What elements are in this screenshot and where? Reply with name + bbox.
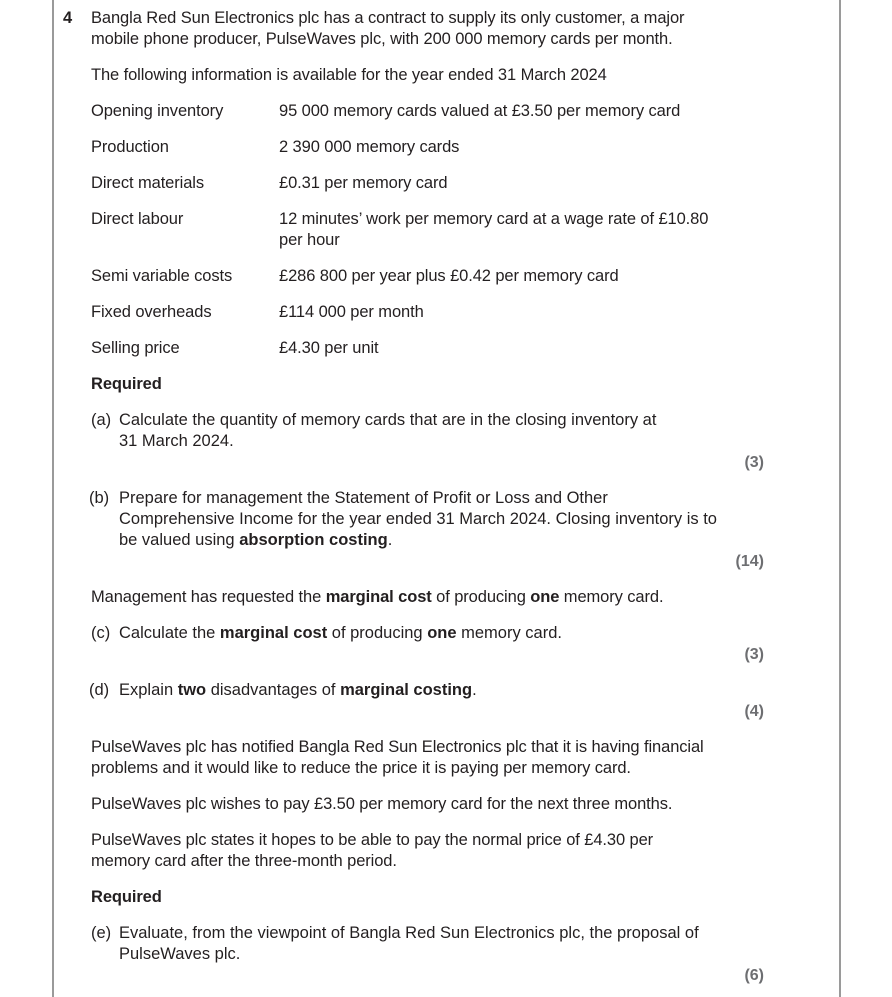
info-intro: The following information is available for the year ended 31 March 2024	[91, 66, 607, 84]
part-b-line-1: Prepare for management the Statement of Profit or Loss and Other	[119, 489, 608, 507]
part-b-line-3-end: .	[387, 531, 393, 549]
marginal-costing-term: marginal costing	[340, 681, 473, 699]
required-heading: Required	[91, 888, 162, 906]
part-c-marks: (3)	[744, 646, 764, 663]
pulsewaves-para-3-line-2: memory card after the three-month period.	[91, 852, 397, 870]
part-d-post: .	[472, 681, 477, 699]
pulsewaves-para-1-line-2: problems and it would like to reduce the price it is paying per memory card.	[91, 759, 631, 777]
part-e-label: (e)	[91, 924, 112, 942]
pulsewaves-para-2: PulseWaves plc wishes to pay £3.50 per memory card for the next three months.	[91, 795, 673, 813]
part-d-marks: (4)	[744, 703, 764, 720]
info-value: 12 minutes’ work per memory card at a wage rate of £10.80	[279, 210, 709, 228]
info-label: Direct labour	[91, 210, 184, 228]
part-a-line-1: Calculate the quantity of memory cards that are in the closing inventory at	[119, 411, 657, 429]
management-note-mid: of producing	[431, 588, 531, 606]
info-label: Semi variable costs	[91, 267, 233, 285]
part-d-text	[119, 680, 477, 701]
part-c-mid: of producing	[327, 624, 428, 642]
pulsewaves-para-3-line-1: PulseWaves plc states it hopes to be able to pay the normal price of £4.30 per	[91, 831, 654, 849]
two-term: two	[177, 681, 207, 699]
part-e-line-1: Evaluate, from the viewpoint of Bangla Red Sun Electronics plc, the proposal of	[119, 924, 699, 942]
one-term: one	[427, 624, 457, 642]
info-label: Production	[91, 138, 169, 156]
part-c-post: memory card.	[456, 624, 562, 642]
intro-line-2: mobile phone producer, PulseWaves plc, with 200 000 memory cards per month.	[91, 30, 673, 48]
part-a-line-2: 31 March 2024.	[119, 432, 234, 450]
info-label: Selling price	[91, 339, 180, 357]
part-b-label: (b)	[89, 489, 110, 507]
part-b-line-3-text: be valued using	[119, 531, 240, 549]
management-note	[91, 587, 663, 608]
management-note-post: memory card.	[559, 588, 664, 606]
info-label: Fixed overheads	[91, 303, 212, 321]
question-number: 4	[63, 9, 73, 27]
info-value: £4.30 per unit	[279, 339, 379, 357]
part-e-line-2: PulseWaves plc.	[119, 945, 241, 963]
part-b-line-3	[119, 530, 392, 551]
info-value: 2 390 000 memory cards	[279, 138, 460, 156]
part-b-marks: (14)	[735, 553, 764, 570]
info-label: Direct materials	[91, 174, 205, 192]
required-heading: Required	[91, 375, 162, 393]
info-label: Opening inventory	[91, 102, 224, 120]
info-value: £0.31 per memory card	[279, 174, 448, 192]
left-margin-rule	[52, 0, 54, 997]
part-a-marks: (3)	[744, 454, 764, 471]
info-value: £114 000 per month	[279, 303, 424, 321]
part-c-label: (c)	[91, 624, 111, 642]
marginal-cost-term: marginal cost	[325, 588, 432, 606]
one-term: one	[530, 588, 560, 606]
part-c-pre: Calculate the	[119, 624, 220, 642]
management-note-pre: Management has requested the	[91, 588, 326, 606]
part-d-pre: Explain	[119, 681, 178, 699]
marginal-cost-term: marginal cost	[219, 624, 328, 642]
part-d-mid: disadvantages of	[206, 681, 341, 699]
info-value: 95 000 memory cards valued at £3.50 per memory card	[279, 102, 681, 120]
intro-line-1: Bangla Red Sun Electronics plc has a contract to supply its only customer, a major	[91, 9, 685, 27]
info-value-continued: per hour	[279, 231, 340, 249]
pulsewaves-para-1-line-1: PulseWaves plc has notified Bangla Red Sun Electronics plc that it is having financial	[91, 738, 704, 756]
part-a-label: (a)	[91, 411, 112, 429]
info-value: £286 800 per year plus £0.42 per memory card	[279, 267, 619, 285]
part-d-label: (d)	[89, 681, 110, 699]
right-margin-rule	[839, 0, 841, 997]
part-b-line-2: Comprehensive Income for the year ended 31 March 2024. Closing inventory is to	[119, 510, 717, 528]
part-c-text	[119, 623, 562, 644]
part-e-marks: (6)	[744, 967, 764, 984]
absorption-costing-term: absorption costing	[239, 531, 388, 549]
